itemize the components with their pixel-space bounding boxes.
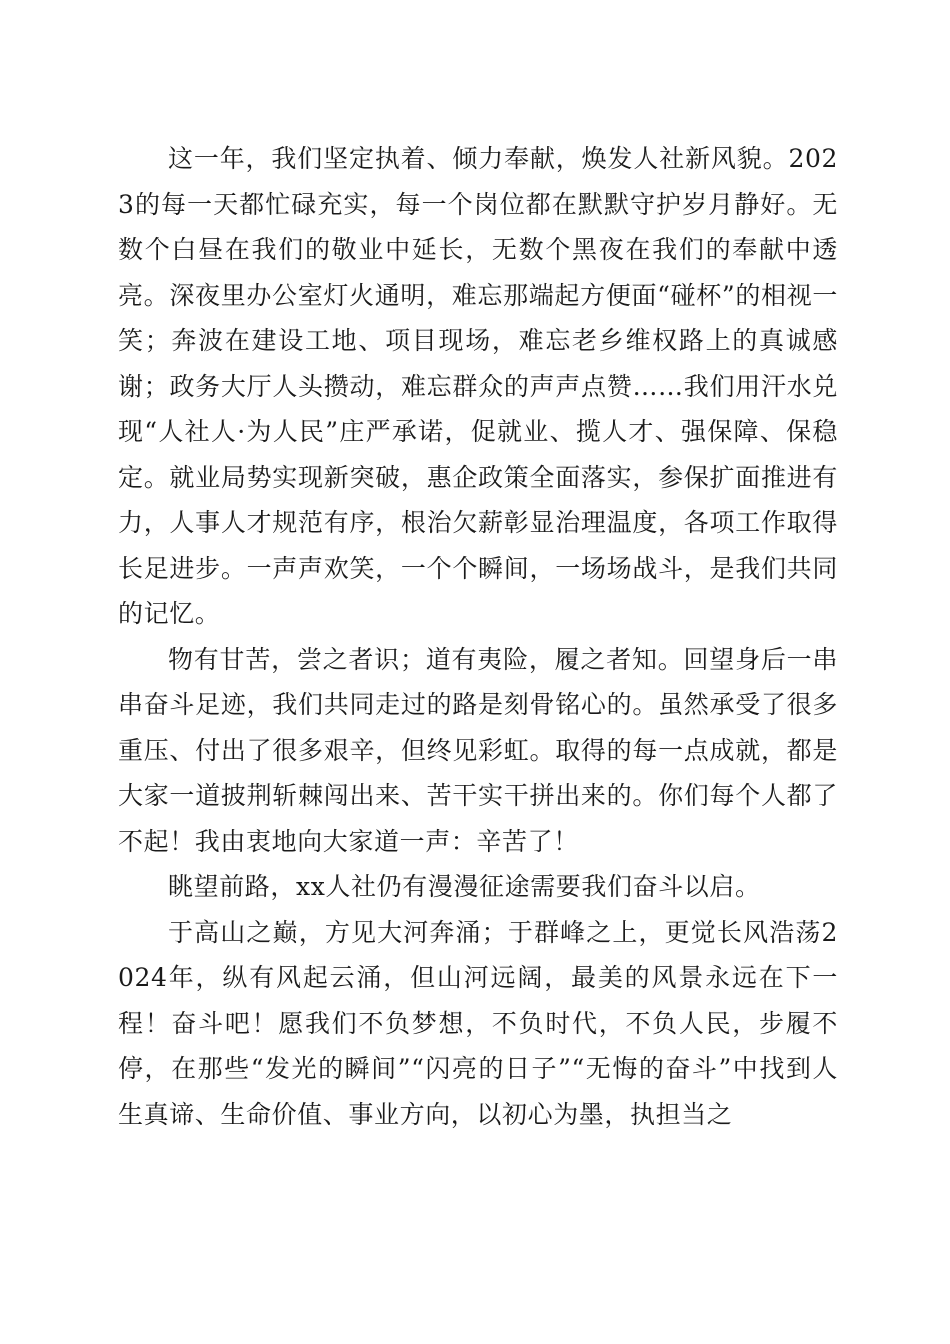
paragraph-1: 这一年，我们坚定执着、倾力奉献，焕发人社新风貌。2023的每一天都忙碌充实，每一个岗位都在默默守护岁月静好。无数个白昼在我们的敬业中延长，无数个黑夜在我们的奉献中透亮。深夜里办公室灯火通明，难忘那端起方便面“碰杯”的相视一笑；奔波在建设工地、项目现场，难忘老乡维权路上的真诚感谢；政务大厅人头攒动，难忘群众的声声点赞……我们用汗水兑现“人社人·为人民”庄严承诺，促就业、揽人才、强保障、保稳定。就业局势实现新突破，惠企政策全面落实，参保扩面推进有力，人事人才规范有序，根治欠薪彰显治理温度，各项工作取得长足进步。一声声欢笑，一个个瞬间，一场场战斗，是我们共同的记忆。 (118, 144, 838, 628)
document-body (118, 136, 838, 1137)
paragraph-4: 于高山之巅，方见大河奔涌；于群峰之上，更觉长风浩荡2024年，纵有风起云涌，但山河远阔，最美的风景永远在下一程！奋斗吧！愿我们不负梦想，不负时代，不负人民，步履不停，在那些“发光的瞬间”“闪亮的日子”“无悔的奋斗”中找到人生真谛、生命价值、事业方向，以初心为墨，执担当之 (118, 917, 838, 1129)
paragraph-2: 物有甘苦，尝之者识；道有夷险，履之者知。回望身后一串串奋斗足迹，我们共同走过的路是刻骨铭心的。虽然承受了很多重压、付出了很多艰辛，但终见彩虹。取得的每一点成就，都是大家一道披荆斩棘闯出来、苦干实干拼出来的。你们每个人都了不起！我由衷地向大家道一声：辛苦了！ (118, 644, 838, 856)
paragraph-3: 眺望前路，xx人社仍有漫漫征途需要我们奋斗以启。 (168, 872, 761, 901)
